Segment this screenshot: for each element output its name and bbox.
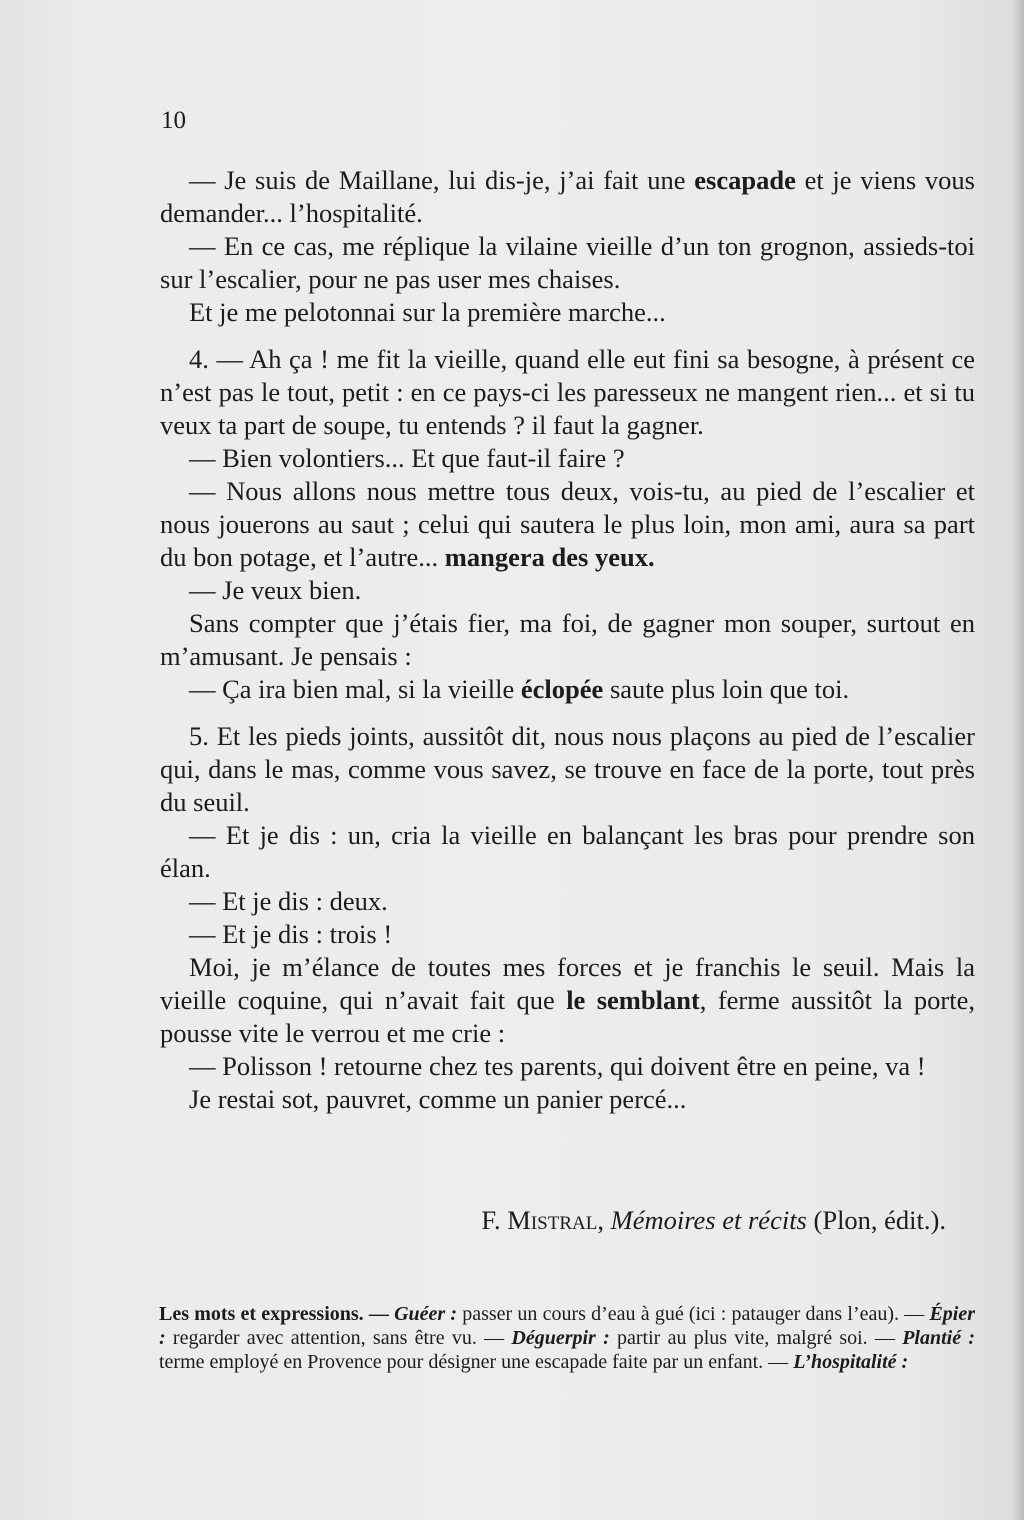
paragraph <box>160 673 975 706</box>
paragraph <box>160 296 975 329</box>
text-run: 5. Et les pieds joints, aussitôt dit, nous nous plaçons au pied de l’escalier qui, dans le mas, comme vous savez, se trouve en face de la porte, tout près du seuil. <box>160 721 975 817</box>
paragraph <box>160 885 975 918</box>
text-run: — Bien volontiers... Et que faut-il faire ? <box>189 443 625 473</box>
glossary-definition: terme employé en Provence pour désigner une escapade faite par un enfant. — <box>159 1351 794 1373</box>
glossary-definition: partir au plus vite, malgré soi. — <box>609 1327 903 1349</box>
glossary-term-text: L’hospitalité : <box>793 1351 909 1373</box>
paragraph <box>160 230 975 296</box>
glossary-definition: regarder avec attention, sans être vu. — <box>165 1327 512 1349</box>
page-number: 10 <box>161 107 186 134</box>
paragraph <box>160 343 975 442</box>
text-run: Sans compter que j’étais fier, ma foi, de gagner mon souper, surtout en m’amusant. Je pensais : <box>160 608 975 671</box>
glossary-term-text: Plantié : <box>902 1327 976 1349</box>
glossary-term-text: Épier : <box>159 1303 975 1349</box>
paragraph <box>160 607 975 673</box>
text-run: , ferme aussitôt la porte, pousse vite le verrou et me crie : <box>160 985 975 1048</box>
text-run: — Et je dis : deux. <box>189 886 388 916</box>
text-run: — Je veux bien. <box>189 575 362 605</box>
attribution-separator: , <box>597 1205 611 1235</box>
main-text <box>160 164 975 1116</box>
text-run: — Je suis de Maillane, lui dis-je, j’ai fait une <box>189 165 695 195</box>
glossary-term-text: Guéer : <box>394 1303 458 1325</box>
text-run: — Et je dis : un, cria la vieille en balançant les bras pour prendre son élan. <box>160 820 975 883</box>
glossary-term <box>394 1303 457 1325</box>
text-run: — En ce cas, me réplique la vilaine vieille d’un ton grognon, assieds-toi sur l’escalier, pour ne pas user mes chaises. <box>160 231 975 294</box>
vocabulary-term: éclopée <box>520 674 604 704</box>
text-run: Et je me pelotonnai sur la première marche... <box>189 297 666 327</box>
glossary-term <box>902 1327 975 1349</box>
author-initial: F. <box>481 1205 508 1235</box>
paragraph <box>160 574 975 607</box>
vocabulary-term: mangera des yeux. <box>444 542 655 572</box>
glossary-heading: Les mots et expressions. — <box>159 1303 395 1325</box>
text-run: saute plus loin que toi. <box>603 674 850 704</box>
author-name: Mistral <box>507 1205 598 1235</box>
source-attribution <box>160 1204 946 1237</box>
publisher-info: (Plon, édit.). <box>806 1205 946 1235</box>
page-edge-shadow <box>1012 0 1024 1520</box>
text-run: — Nous allons nous mettre tous deux, vois-tu, au pied de l’escalier et nous jouerons au saut ; celui qui sautera le plus loin, mon ami, aura sa part du bon potage, et l’autre... <box>160 476 975 572</box>
vocabulary-term: escapade <box>694 165 796 195</box>
glossary-section <box>159 1302 975 1374</box>
paragraph <box>160 475 975 574</box>
paragraph <box>160 164 975 230</box>
paragraph <box>160 720 975 819</box>
glossary-term-text: Déguerpir : <box>511 1327 610 1349</box>
paragraph <box>160 1083 975 1116</box>
text-run: — Et je dis : trois ! <box>189 919 393 949</box>
text-run: Moi, je m’élance de toutes mes forces et je franchis le seuil. Mais la vieille coquine, qui n’avait fait que <box>160 952 975 1015</box>
paragraph <box>160 819 975 885</box>
text-run: Je restai sot, pauvret, comme un panier percé... <box>189 1084 687 1114</box>
glossary-definition: passer un cours d’eau à gué (ici : patauger dans l’eau). — <box>457 1303 930 1325</box>
text-run: et je viens vous demander... l’hospitalité. <box>160 165 975 228</box>
glossary-term <box>793 1351 908 1373</box>
paragraph <box>160 442 975 475</box>
work-title: Mémoires et récits <box>610 1205 807 1235</box>
paragraph <box>160 1050 975 1083</box>
paragraph <box>160 951 975 1050</box>
paragraph <box>160 918 975 951</box>
text-run: — Ça ira bien mal, si la vieille <box>189 674 521 704</box>
text-run: 4. — Ah ça ! me fit la vieille, quand elle eut fini sa besogne, à présent ce n’est pas le tout, petit : en ce pays-ci les paresseux ne mangent rien... et si tu veux ta part de soupe, tu entends ? il faut la gagner. <box>160 344 975 440</box>
text-run: — Polisson ! retourne chez tes parents, qui doivent être en peine, va ! <box>189 1051 926 1081</box>
glossary-term <box>511 1327 609 1349</box>
vocabulary-term: le semblant <box>566 985 700 1015</box>
